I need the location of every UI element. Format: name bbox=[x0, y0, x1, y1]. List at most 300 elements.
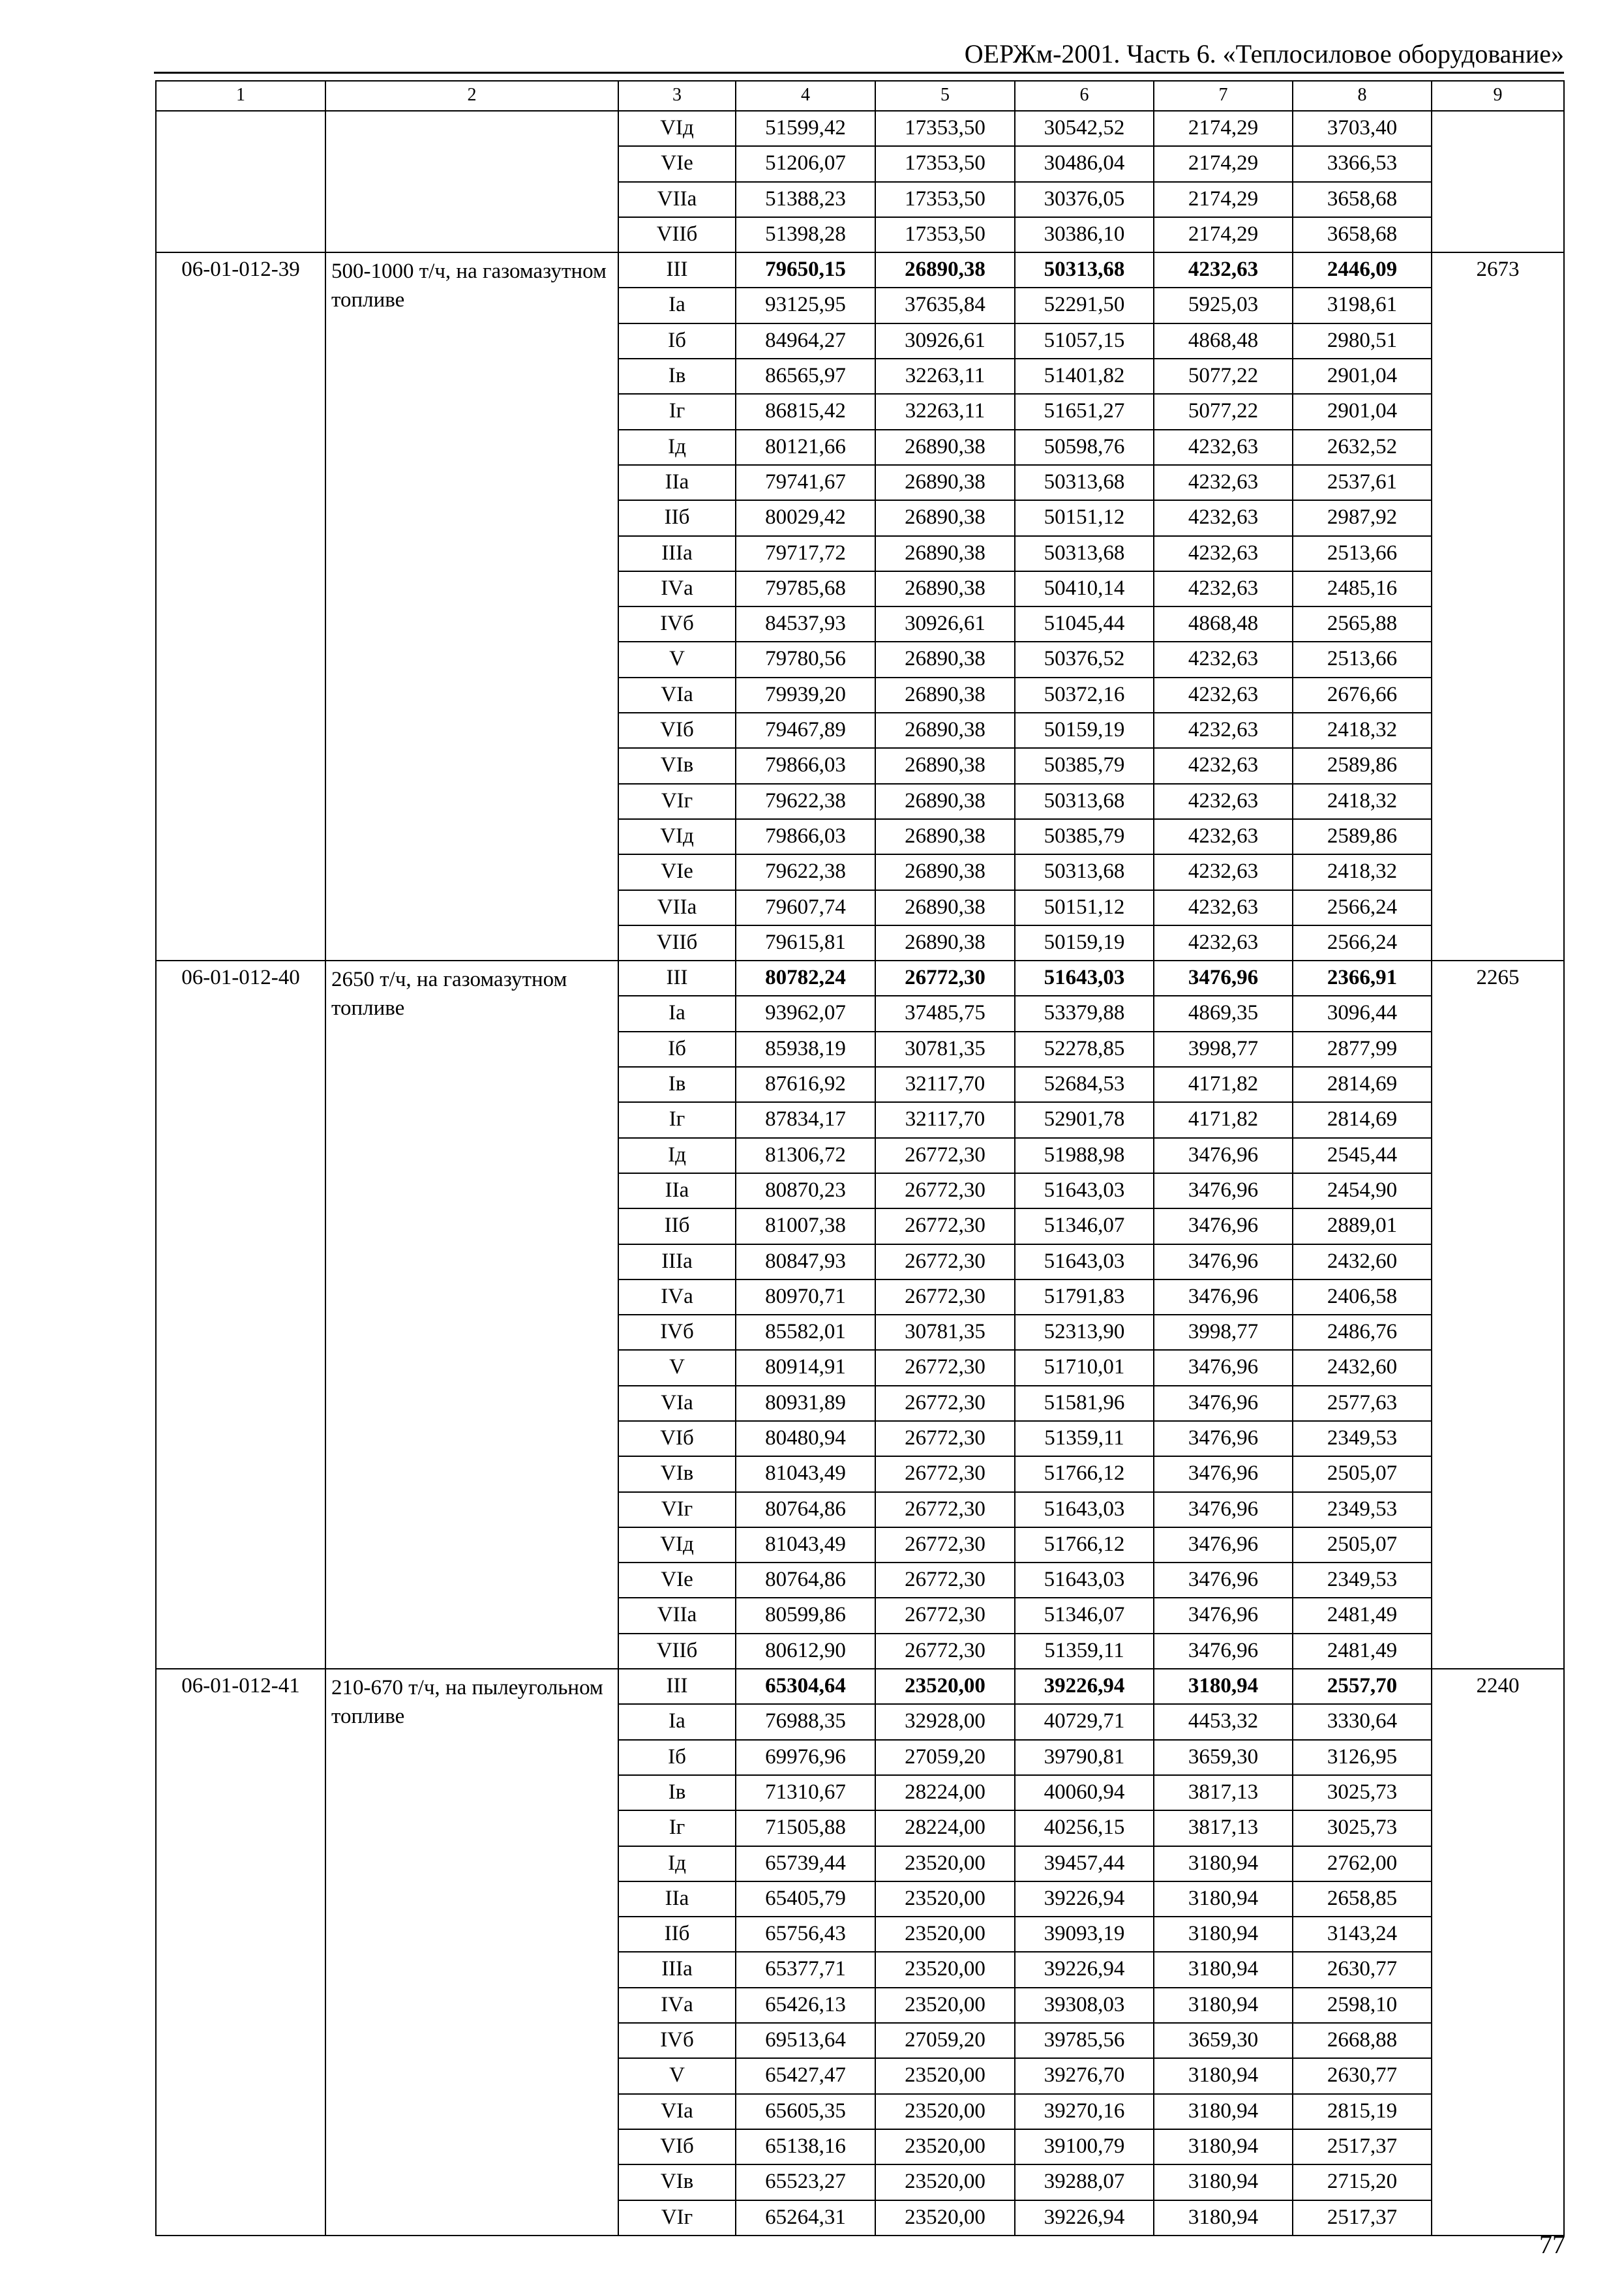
value-cell: 79741,67 bbox=[736, 465, 875, 500]
value-cell: 4232,63 bbox=[1154, 784, 1293, 819]
value-cell: 51359,11 bbox=[1015, 1421, 1154, 1456]
value-cell: 51643,03 bbox=[1015, 1173, 1154, 1208]
value-cell: 26890,38 bbox=[875, 536, 1015, 571]
value-cell: 2418,32 bbox=[1293, 854, 1432, 890]
zone-code: VIа bbox=[618, 678, 736, 713]
value-cell: 4232,63 bbox=[1154, 678, 1293, 713]
column-number: 2 bbox=[325, 81, 618, 111]
value-cell: 26890,38 bbox=[875, 784, 1015, 819]
value-cell: 2901,04 bbox=[1293, 394, 1432, 429]
value-cell: 39308,03 bbox=[1015, 1988, 1154, 2023]
rate-total: 2265 bbox=[1432, 961, 1564, 1669]
value-cell: 2630,77 bbox=[1293, 2058, 1432, 2093]
value-cell: 3476,96 bbox=[1154, 1279, 1293, 1315]
value-cell: 81043,49 bbox=[736, 1527, 875, 1563]
zone-code: IIб bbox=[618, 1917, 736, 1952]
value-cell: 87834,17 bbox=[736, 1102, 875, 1137]
value-cell: 51710,01 bbox=[1015, 1350, 1154, 1385]
value-cell: 40729,71 bbox=[1015, 1704, 1154, 1739]
value-cell: 3180,94 bbox=[1154, 1988, 1293, 2023]
zone-code: IIа bbox=[618, 465, 736, 500]
value-cell: 2174,29 bbox=[1154, 217, 1293, 252]
value-cell: 26772,30 bbox=[875, 1279, 1015, 1315]
zone-code: IIIа bbox=[618, 536, 736, 571]
value-cell: 3180,94 bbox=[1154, 2058, 1293, 2093]
value-cell: 23520,00 bbox=[875, 2129, 1015, 2164]
value-cell: 76988,35 bbox=[736, 1704, 875, 1739]
rate-description: 210-670 т/ч, на пылеугольном топливе bbox=[325, 1669, 618, 2236]
zone-code: VIе bbox=[618, 1563, 736, 1598]
value-cell: 2987,92 bbox=[1293, 500, 1432, 535]
value-cell: 39288,07 bbox=[1015, 2164, 1154, 2200]
value-cell: 17353,50 bbox=[875, 111, 1015, 146]
zone-code: IIб bbox=[618, 1208, 736, 1244]
zone-code: VIд bbox=[618, 111, 736, 146]
value-cell: 51398,28 bbox=[736, 217, 875, 252]
value-cell: 2446,09 bbox=[1293, 252, 1432, 288]
value-cell: 93962,07 bbox=[736, 996, 875, 1031]
value-cell: 3476,96 bbox=[1154, 1173, 1293, 1208]
value-cell: 3817,13 bbox=[1154, 1810, 1293, 1846]
value-cell: 79939,20 bbox=[736, 678, 875, 713]
value-cell: 65756,43 bbox=[736, 1917, 875, 1952]
value-cell: 3366,53 bbox=[1293, 146, 1432, 181]
value-cell: 4232,63 bbox=[1154, 571, 1293, 606]
value-cell: 80870,23 bbox=[736, 1173, 875, 1208]
value-cell: 50313,68 bbox=[1015, 854, 1154, 890]
zone-code: Iв bbox=[618, 1067, 736, 1102]
value-cell: 4232,63 bbox=[1154, 536, 1293, 571]
zone-code: Iд bbox=[618, 1138, 736, 1173]
rates-table-body bbox=[156, 81, 1564, 2236]
value-cell: 30781,35 bbox=[875, 1315, 1015, 1350]
value-cell: 2589,86 bbox=[1293, 748, 1432, 783]
value-cell: 32263,11 bbox=[875, 359, 1015, 394]
value-cell: 65426,13 bbox=[736, 1988, 875, 2023]
value-cell: 3703,40 bbox=[1293, 111, 1432, 146]
page-number: 77 bbox=[1539, 2230, 1565, 2259]
value-cell: 69976,96 bbox=[736, 1740, 875, 1775]
value-cell: 65264,31 bbox=[736, 2200, 875, 2236]
value-cell: 4869,35 bbox=[1154, 996, 1293, 1031]
zone-code: VIг bbox=[618, 1492, 736, 1527]
zone-code: VIе bbox=[618, 854, 736, 890]
value-cell: 51651,27 bbox=[1015, 394, 1154, 429]
value-cell: 65405,79 bbox=[736, 1881, 875, 1917]
value-cell: 2632,52 bbox=[1293, 430, 1432, 465]
value-cell: 27059,20 bbox=[875, 1740, 1015, 1775]
zone-code: VIг bbox=[618, 2200, 736, 2236]
value-cell: 79780,56 bbox=[736, 642, 875, 677]
value-cell: 32117,70 bbox=[875, 1067, 1015, 1102]
value-cell: 2174,29 bbox=[1154, 146, 1293, 181]
value-cell: 30376,05 bbox=[1015, 182, 1154, 217]
zone-code: IVа bbox=[618, 1279, 736, 1315]
zone-code: IVб bbox=[618, 1315, 736, 1350]
column-number: 4 bbox=[736, 81, 875, 111]
value-cell: 80970,71 bbox=[736, 1279, 875, 1315]
value-cell: 26772,30 bbox=[875, 1421, 1015, 1456]
value-cell: 85938,19 bbox=[736, 1032, 875, 1067]
value-cell: 3126,95 bbox=[1293, 1740, 1432, 1775]
zone-code: IVа bbox=[618, 571, 736, 606]
value-cell: 2668,88 bbox=[1293, 2023, 1432, 2058]
value-cell: 2513,66 bbox=[1293, 536, 1432, 571]
value-cell: 26890,38 bbox=[875, 500, 1015, 535]
value-cell: 2901,04 bbox=[1293, 359, 1432, 394]
value-cell: 51599,42 bbox=[736, 111, 875, 146]
zone-code: IIIа bbox=[618, 1952, 736, 1987]
value-cell: 2566,24 bbox=[1293, 890, 1432, 925]
zone-code: VIг bbox=[618, 784, 736, 819]
value-cell: 3096,44 bbox=[1293, 996, 1432, 1031]
value-cell: 51791,83 bbox=[1015, 1279, 1154, 1315]
value-cell: 2174,29 bbox=[1154, 182, 1293, 217]
value-cell: 65427,47 bbox=[736, 2058, 875, 2093]
value-cell: 2566,24 bbox=[1293, 925, 1432, 961]
value-cell: 23520,00 bbox=[875, 2164, 1015, 2200]
value-cell: 32263,11 bbox=[875, 394, 1015, 429]
value-cell: 26890,38 bbox=[875, 854, 1015, 890]
value-cell: 26772,30 bbox=[875, 1563, 1015, 1598]
value-cell: 23520,00 bbox=[875, 1988, 1015, 2023]
value-cell: 79650,15 bbox=[736, 252, 875, 288]
value-cell: 3180,94 bbox=[1154, 1881, 1293, 1917]
zone-code: VIа bbox=[618, 2094, 736, 2129]
value-cell: 39270,16 bbox=[1015, 2094, 1154, 2129]
value-cell: 5925,03 bbox=[1154, 288, 1293, 323]
value-cell: 65523,27 bbox=[736, 2164, 875, 2200]
value-cell: 3180,94 bbox=[1154, 2094, 1293, 2129]
value-cell: 51206,07 bbox=[736, 146, 875, 181]
value-cell: 51643,03 bbox=[1015, 1563, 1154, 1598]
value-cell: 4232,63 bbox=[1154, 748, 1293, 783]
value-cell: 51581,96 bbox=[1015, 1386, 1154, 1421]
value-cell: 32928,00 bbox=[875, 1704, 1015, 1739]
value-cell: 26772,30 bbox=[875, 1634, 1015, 1669]
value-cell: 3817,13 bbox=[1154, 1775, 1293, 1810]
value-cell: 26890,38 bbox=[875, 571, 1015, 606]
value-cell: 3998,77 bbox=[1154, 1315, 1293, 1350]
column-number-row bbox=[156, 81, 1564, 111]
value-cell: 51057,15 bbox=[1015, 323, 1154, 359]
value-cell: 4453,32 bbox=[1154, 1704, 1293, 1739]
value-cell: 37485,75 bbox=[875, 996, 1015, 1031]
value-cell: 51643,03 bbox=[1015, 961, 1154, 996]
value-cell: 4232,63 bbox=[1154, 925, 1293, 961]
column-number: 8 bbox=[1293, 81, 1432, 111]
zone-code: IIа bbox=[618, 1881, 736, 1917]
value-cell: 80914,91 bbox=[736, 1350, 875, 1385]
zone-code: VIIа bbox=[618, 182, 736, 217]
zone-code: VIв bbox=[618, 748, 736, 783]
zone-code: Iд bbox=[618, 1846, 736, 1881]
value-cell: 2505,07 bbox=[1293, 1456, 1432, 1491]
value-cell: 4232,63 bbox=[1154, 430, 1293, 465]
zone-code: IVа bbox=[618, 1988, 736, 2023]
value-cell: 5077,22 bbox=[1154, 359, 1293, 394]
value-cell: 3659,30 bbox=[1154, 1740, 1293, 1775]
value-cell: 2505,07 bbox=[1293, 1527, 1432, 1563]
zone-code: IIб bbox=[618, 500, 736, 535]
value-cell: 17353,50 bbox=[875, 146, 1015, 181]
value-cell: 39790,81 bbox=[1015, 1740, 1154, 1775]
value-cell: 26890,38 bbox=[875, 819, 1015, 854]
zone-code: VIб bbox=[618, 1421, 736, 1456]
value-cell: 39226,94 bbox=[1015, 1881, 1154, 1917]
value-cell: 30781,35 bbox=[875, 1032, 1015, 1067]
value-cell: 80029,42 bbox=[736, 500, 875, 535]
column-number: 5 bbox=[875, 81, 1015, 111]
value-cell: 2877,99 bbox=[1293, 1032, 1432, 1067]
zone-code: VIб bbox=[618, 713, 736, 748]
value-cell: 3476,96 bbox=[1154, 1598, 1293, 1633]
value-cell: 65605,35 bbox=[736, 2094, 875, 2129]
zone-code: Iг bbox=[618, 1810, 736, 1846]
value-cell: 50313,68 bbox=[1015, 252, 1154, 288]
zone-code: VIIа bbox=[618, 890, 736, 925]
zone-code: Iв bbox=[618, 359, 736, 394]
value-cell: 2889,01 bbox=[1293, 1208, 1432, 1244]
value-cell: 86565,97 bbox=[736, 359, 875, 394]
value-cell: 2406,58 bbox=[1293, 1279, 1432, 1315]
zone-code: Iв bbox=[618, 1775, 736, 1810]
value-cell: 51346,07 bbox=[1015, 1208, 1154, 1244]
value-cell: 2565,88 bbox=[1293, 606, 1432, 642]
value-cell: 50313,68 bbox=[1015, 465, 1154, 500]
value-cell: 80764,86 bbox=[736, 1492, 875, 1527]
value-cell: 2366,91 bbox=[1293, 961, 1432, 996]
value-cell: 26772,30 bbox=[875, 1244, 1015, 1279]
zone-code: VIе bbox=[618, 146, 736, 181]
value-cell: 2557,70 bbox=[1293, 1669, 1432, 1704]
value-cell: 80612,90 bbox=[736, 1634, 875, 1669]
zone-code: Iа bbox=[618, 1704, 736, 1739]
header-rule bbox=[154, 72, 1564, 74]
value-cell: 2676,66 bbox=[1293, 678, 1432, 713]
value-cell: 17353,50 bbox=[875, 217, 1015, 252]
value-cell: 2418,32 bbox=[1293, 784, 1432, 819]
value-cell: 3025,73 bbox=[1293, 1775, 1432, 1810]
value-cell: 2517,37 bbox=[1293, 2129, 1432, 2164]
value-cell: 26772,30 bbox=[875, 1492, 1015, 1527]
value-cell: 51401,82 bbox=[1015, 359, 1154, 394]
value-cell: 3180,94 bbox=[1154, 1669, 1293, 1704]
value-cell: 39457,44 bbox=[1015, 1846, 1154, 1881]
column-number: 9 bbox=[1432, 81, 1564, 111]
rate-description bbox=[325, 111, 618, 252]
zone-code: Iг bbox=[618, 394, 736, 429]
value-cell: 3476,96 bbox=[1154, 1138, 1293, 1173]
zone-code: V bbox=[618, 1350, 736, 1385]
value-cell: 3180,94 bbox=[1154, 1846, 1293, 1881]
value-cell: 3998,77 bbox=[1154, 1032, 1293, 1067]
value-cell: 4232,63 bbox=[1154, 465, 1293, 500]
value-cell: 50159,19 bbox=[1015, 925, 1154, 961]
value-cell: 39276,70 bbox=[1015, 2058, 1154, 2093]
value-cell: 26890,38 bbox=[875, 678, 1015, 713]
page-header: ОЕРЖм-2001. Часть 6. «Теплосиловое оборудование» bbox=[964, 39, 1564, 68]
value-cell: 2577,63 bbox=[1293, 1386, 1432, 1421]
value-cell: 51359,11 bbox=[1015, 1634, 1154, 1669]
value-cell: 26890,38 bbox=[875, 430, 1015, 465]
value-cell: 79785,68 bbox=[736, 571, 875, 606]
value-cell: 65739,44 bbox=[736, 1846, 875, 1881]
zone-code: Iг bbox=[618, 1102, 736, 1137]
value-cell: 30486,04 bbox=[1015, 146, 1154, 181]
value-cell: 2658,85 bbox=[1293, 1881, 1432, 1917]
table-row bbox=[156, 961, 1564, 996]
value-cell: 2349,53 bbox=[1293, 1492, 1432, 1527]
value-cell: 23520,00 bbox=[875, 1669, 1015, 1704]
value-cell: 50313,68 bbox=[1015, 536, 1154, 571]
value-cell: 79607,74 bbox=[736, 890, 875, 925]
value-cell: 26890,38 bbox=[875, 925, 1015, 961]
zone-code: III bbox=[618, 961, 736, 996]
zone-code: IIIа bbox=[618, 1244, 736, 1279]
rate-total: 2240 bbox=[1432, 1669, 1564, 2236]
value-cell: 23520,00 bbox=[875, 2094, 1015, 2129]
value-cell: 2432,60 bbox=[1293, 1350, 1432, 1385]
value-cell: 65138,16 bbox=[736, 2129, 875, 2164]
value-cell: 52291,50 bbox=[1015, 288, 1154, 323]
zone-code: IVб bbox=[618, 2023, 736, 2058]
value-cell: 23520,00 bbox=[875, 2200, 1015, 2236]
value-cell: 3180,94 bbox=[1154, 2129, 1293, 2164]
value-cell: 26772,30 bbox=[875, 1350, 1015, 1385]
zone-code: VIв bbox=[618, 1456, 736, 1491]
value-cell: 2630,77 bbox=[1293, 1952, 1432, 1987]
value-cell: 4171,82 bbox=[1154, 1102, 1293, 1137]
zone-code: VIд bbox=[618, 819, 736, 854]
rate-code: 06-01-012-41 bbox=[156, 1669, 325, 2236]
value-cell: 79467,89 bbox=[736, 713, 875, 748]
value-cell: 23520,00 bbox=[875, 2058, 1015, 2093]
value-cell: 51346,07 bbox=[1015, 1598, 1154, 1633]
rate-code bbox=[156, 111, 325, 252]
value-cell: 26890,38 bbox=[875, 713, 1015, 748]
column-number: 3 bbox=[618, 81, 736, 111]
value-cell: 3025,73 bbox=[1293, 1810, 1432, 1846]
value-cell: 4868,48 bbox=[1154, 323, 1293, 359]
value-cell: 4171,82 bbox=[1154, 1067, 1293, 1102]
rate-description: 2650 т/ч, на газомазутном топливе bbox=[325, 961, 618, 1669]
value-cell: 4232,63 bbox=[1154, 500, 1293, 535]
value-cell: 80480,94 bbox=[736, 1421, 875, 1456]
zone-code: Iа bbox=[618, 288, 736, 323]
value-cell: 80121,66 bbox=[736, 430, 875, 465]
zone-code: III bbox=[618, 1669, 736, 1704]
zone-code: V bbox=[618, 642, 736, 677]
value-cell: 4232,63 bbox=[1154, 854, 1293, 890]
value-cell: 3180,94 bbox=[1154, 1952, 1293, 1987]
zone-code: Iб bbox=[618, 1032, 736, 1067]
value-cell: 4868,48 bbox=[1154, 606, 1293, 642]
column-number: 1 bbox=[156, 81, 325, 111]
value-cell: 26772,30 bbox=[875, 1208, 1015, 1244]
zone-code: III bbox=[618, 252, 736, 288]
value-cell: 23520,00 bbox=[875, 1846, 1015, 1881]
zone-code: VIIб bbox=[618, 925, 736, 961]
value-cell: 3143,24 bbox=[1293, 1917, 1432, 1952]
value-cell: 23520,00 bbox=[875, 1952, 1015, 1987]
value-cell: 5077,22 bbox=[1154, 394, 1293, 429]
value-cell: 71505,88 bbox=[736, 1810, 875, 1846]
value-cell: 2481,49 bbox=[1293, 1598, 1432, 1633]
value-cell: 26772,30 bbox=[875, 961, 1015, 996]
zone-code: VIIб bbox=[618, 1634, 736, 1669]
value-cell: 3180,94 bbox=[1154, 2200, 1293, 2236]
table-row bbox=[156, 252, 1564, 288]
value-cell: 81043,49 bbox=[736, 1456, 875, 1491]
value-cell: 3476,96 bbox=[1154, 1456, 1293, 1491]
column-number: 6 bbox=[1015, 81, 1154, 111]
value-cell: 80599,86 bbox=[736, 1598, 875, 1633]
value-cell: 79622,38 bbox=[736, 784, 875, 819]
table-row bbox=[156, 1669, 1564, 1704]
value-cell: 50410,14 bbox=[1015, 571, 1154, 606]
zone-code: VIа bbox=[618, 1386, 736, 1421]
value-cell: 2481,49 bbox=[1293, 1634, 1432, 1669]
rate-description: 500-1000 т/ч, на газомазутном топливе bbox=[325, 252, 618, 961]
value-cell: 81007,38 bbox=[736, 1208, 875, 1244]
value-cell: 50159,19 bbox=[1015, 713, 1154, 748]
value-cell: 51766,12 bbox=[1015, 1456, 1154, 1491]
value-cell: 3476,96 bbox=[1154, 1350, 1293, 1385]
value-cell: 2980,51 bbox=[1293, 323, 1432, 359]
value-cell: 26772,30 bbox=[875, 1598, 1015, 1633]
value-cell: 79866,03 bbox=[736, 748, 875, 783]
value-cell: 26890,38 bbox=[875, 642, 1015, 677]
value-cell: 51643,03 bbox=[1015, 1492, 1154, 1527]
rate-code: 06-01-012-39 bbox=[156, 252, 325, 961]
value-cell: 2432,60 bbox=[1293, 1244, 1432, 1279]
value-cell: 50151,12 bbox=[1015, 500, 1154, 535]
rate-total bbox=[1432, 111, 1564, 252]
value-cell: 4232,63 bbox=[1154, 713, 1293, 748]
value-cell: 26890,38 bbox=[875, 890, 1015, 925]
value-cell: 3476,96 bbox=[1154, 1208, 1293, 1244]
value-cell: 84537,93 bbox=[736, 606, 875, 642]
value-cell: 65377,71 bbox=[736, 1952, 875, 1987]
value-cell: 2598,10 bbox=[1293, 1988, 1432, 2023]
value-cell: 3198,61 bbox=[1293, 288, 1432, 323]
value-cell: 84964,27 bbox=[736, 323, 875, 359]
value-cell: 2349,53 bbox=[1293, 1421, 1432, 1456]
value-cell: 52278,85 bbox=[1015, 1032, 1154, 1067]
value-cell: 40060,94 bbox=[1015, 1775, 1154, 1810]
zone-code: V bbox=[618, 2058, 736, 2093]
value-cell: 28224,00 bbox=[875, 1775, 1015, 1810]
value-cell: 3180,94 bbox=[1154, 2164, 1293, 2200]
value-cell: 4232,63 bbox=[1154, 819, 1293, 854]
value-cell: 30386,10 bbox=[1015, 217, 1154, 252]
value-cell: 26890,38 bbox=[875, 465, 1015, 500]
value-cell: 85582,01 bbox=[736, 1315, 875, 1350]
value-cell: 3476,96 bbox=[1154, 1563, 1293, 1598]
value-cell: 3476,96 bbox=[1154, 1492, 1293, 1527]
value-cell: 2485,16 bbox=[1293, 571, 1432, 606]
value-cell: 26772,30 bbox=[875, 1173, 1015, 1208]
value-cell: 87616,92 bbox=[736, 1067, 875, 1102]
rate-total: 2673 bbox=[1432, 252, 1564, 961]
zone-code: VIIб bbox=[618, 217, 736, 252]
value-cell: 93125,95 bbox=[736, 288, 875, 323]
value-cell: 2589,86 bbox=[1293, 819, 1432, 854]
rates-table bbox=[155, 80, 1565, 2236]
value-cell: 50376,52 bbox=[1015, 642, 1154, 677]
value-cell: 79615,81 bbox=[736, 925, 875, 961]
